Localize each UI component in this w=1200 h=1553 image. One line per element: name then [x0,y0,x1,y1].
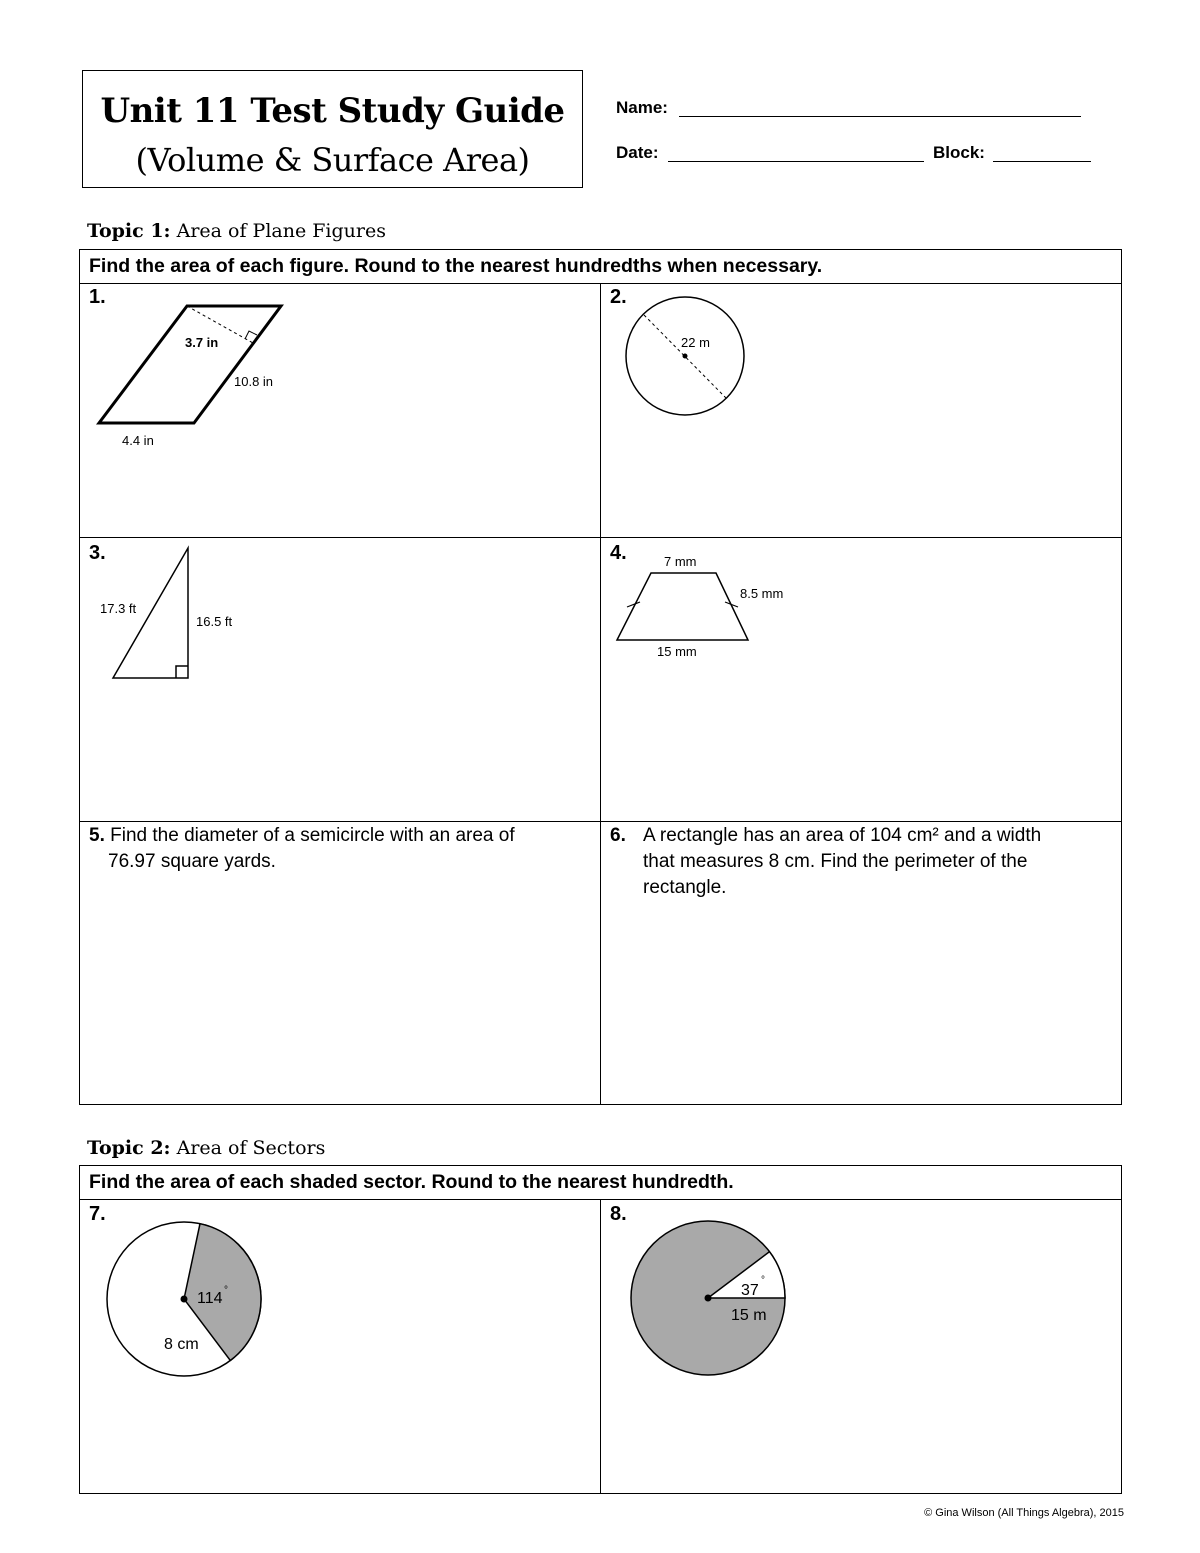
date-field[interactable] [668,161,924,162]
problem-6-number [610,823,626,849]
topic2-title: Area of Sectors [176,1137,326,1159]
base-label: 4.4 in [122,433,154,448]
row-divider [80,537,1121,538]
problem-5-line1: Find the diameter of a semicircle with an area of [110,825,515,846]
name-label: Name: [616,98,668,117]
problem-3-number: 3. [89,542,106,564]
degree-symbol: ° [761,1275,765,1286]
diameter-label: 22 m [681,335,710,350]
parallelogram-figure [90,295,310,455]
leg-length-label: 8.5 mm [740,586,784,601]
trapezoid-figure [605,550,820,665]
topic1-instructions: Find the area of each figure. Round to the nearest hundredths when necessary. [80,250,1121,284]
height-label: 3.7 in [185,335,219,350]
problem-5-text [89,823,515,849]
problem-4-number: 4. [610,542,627,564]
page-subtitle: (Volume & Surface Area) [135,141,530,179]
degree-symbol: ° [224,1285,228,1296]
angle-value: 114 [197,1290,223,1307]
leg-label: 16.5 ft [196,614,233,629]
sector-figure-7 [100,1215,270,1385]
radius-label: 8 cm [164,1336,199,1353]
problem-6-num: 6. [610,825,626,846]
problem-2-number: 2. [610,286,627,308]
radius-label: 15 m [731,1307,767,1324]
problem-5-number: 5. [89,825,105,846]
topic2-instructions: Find the area of each shaded sector. Round to the nearest hundredth. [80,1166,1121,1200]
topic1-label: Topic 1: [87,220,171,242]
block-label: Block: [933,143,985,162]
sector-figure-8 [625,1215,795,1385]
hypotenuse-label: 17.3 ft [100,601,137,616]
name-field[interactable] [679,116,1081,117]
problem-1-number: 1. [89,286,106,308]
date-label: Date: [616,143,659,162]
column-divider [600,1199,601,1494]
problem-5-line2: 76.97 square yards. [108,851,276,872]
topic1-title: Area of Plane Figures [176,220,386,242]
block-field[interactable] [993,161,1091,162]
problem-8-number: 8. [610,1203,627,1225]
right-triangle-figure [95,540,255,685]
topic2-heading [87,1137,325,1159]
title-box [82,70,583,188]
angle-value: 37 [741,1282,759,1299]
topic1-heading [87,220,386,242]
top-label: 7 mm [664,554,697,569]
problem-6-line3: rectangle. [643,877,727,898]
problem-7-number: 7. [89,1203,106,1225]
column-divider [600,283,601,1105]
row-divider [80,821,1121,822]
bottom-label: 15 mm [657,644,697,659]
copyright-footer: © Gina Wilson (All Things Algebra), 2015 [924,1507,1124,1519]
page-title: Unit 11 Test Study Guide [100,91,565,131]
circle-figure [620,292,750,422]
topic2-label: Topic 2: [87,1137,171,1159]
side-label: 10.8 in [234,374,274,389]
problem-6-line1: A rectangle has an area of 104 cm² and a width [643,825,1042,846]
problem-6-line2: that measures 8 cm. Find the perimeter of the [643,851,1028,872]
